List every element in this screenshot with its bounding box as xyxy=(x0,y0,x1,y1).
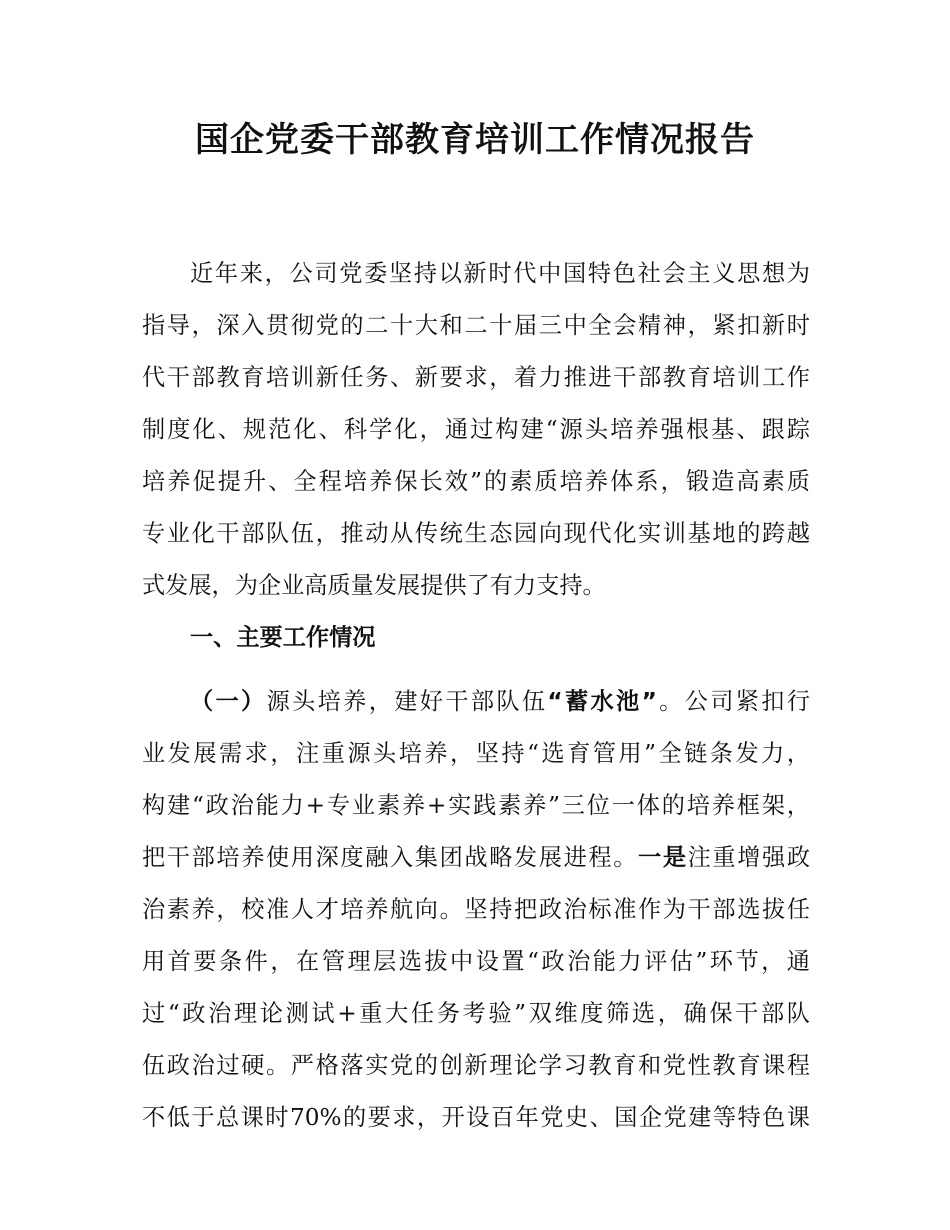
section-heading: 一、主要工作情况 xyxy=(190,624,376,651)
body-line: 不低于总课时70%的要求，开设百年党史、国企党建等特色课 xyxy=(142,1104,810,1131)
intro-line: 式发展，为企业高质量发展提供了有力支持。 xyxy=(142,572,606,599)
subsection-first-line xyxy=(190,676,810,728)
intro-line: 代干部教育培训新任务、新要求，着力推进干部教育培训工作 xyxy=(142,364,810,391)
body-line: 伍政治过硬。严格落实党的创新理论学习教育和党性教育课程 xyxy=(142,1052,810,1079)
intro-line: 专业化干部队伍，推动从传统生态园向现代化实训基地的跨越 xyxy=(142,520,810,547)
document-title: 国企党委干部教育培训工作情况报告 xyxy=(195,120,755,160)
subsection-text: 源头培养，建好干部队伍 xyxy=(266,688,548,715)
body-line: 过“政治理论测试+重大任务考验”双维度筛选，确保干部队 xyxy=(142,1000,810,1027)
body-line: 治素养，校准人才培养航向。坚持把政治标准作为干部选拔任 xyxy=(142,896,810,923)
intro-line: 近年来，公司党委坚持以新时代中国特色社会主义思想为 xyxy=(190,260,810,287)
subsection-number: （一） xyxy=(190,688,267,715)
intro-line: 制度化、规范化、科学化，通过构建“源头培养强根基、跟踪 xyxy=(142,416,810,443)
subsection-text: 。公司紧扣行 xyxy=(656,688,810,715)
subsection-keyword: “蓄水池” xyxy=(547,688,657,715)
body-line: 构建“政治能力+专业素养+实践素养”三位一体的培养框架， xyxy=(142,792,810,819)
body-line xyxy=(142,832,810,884)
body-text: 注重增强政 xyxy=(687,844,810,871)
body-text: 把干部培养使用深度融入集团战略发展进程。 xyxy=(142,844,639,871)
body-line: 业发展需求，注重源头培养，坚持“选育管用”全链条发力， xyxy=(142,740,810,767)
body-line: 用首要条件，在管理层选拔中设置“政治能力评估”环节，通 xyxy=(142,948,810,975)
intro-line: 培养促提升、全程培养保长效”的素质培养体系，锻造高素质 xyxy=(142,468,810,495)
intro-line: 指导，深入贯彻党的二十大和二十届三中全会精神，紧扣新时 xyxy=(142,312,810,339)
point-marker: 一是 xyxy=(638,844,688,871)
